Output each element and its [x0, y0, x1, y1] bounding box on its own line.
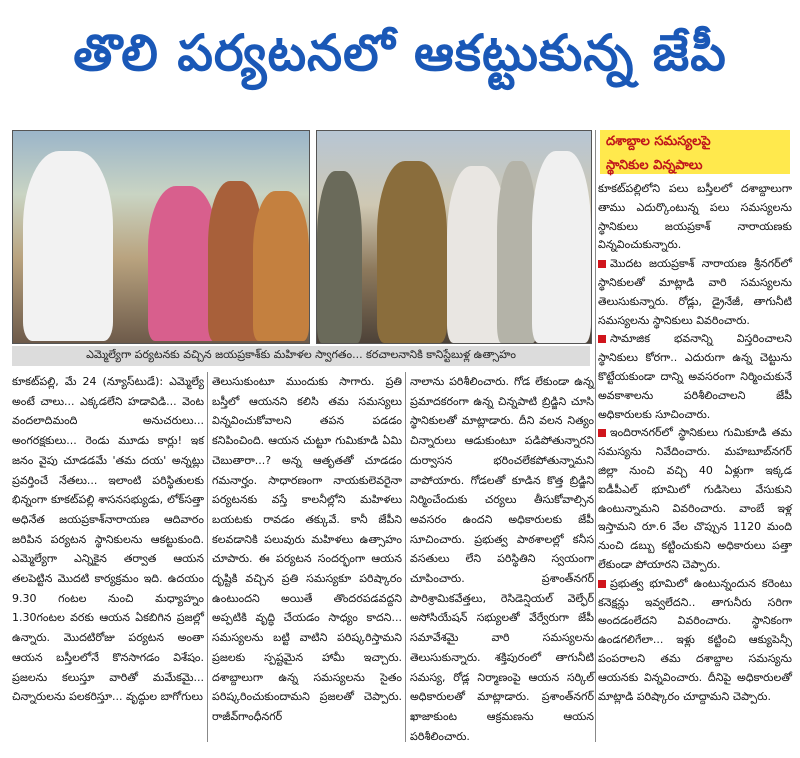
photo-figure — [532, 151, 591, 343]
bullet-icon — [598, 580, 606, 588]
bullet-icon — [598, 335, 606, 343]
column-divider — [207, 372, 208, 742]
sidebar-paragraph: సామాజిక భవనాన్ని విస్తరించాలని స్థానికులు కోరగా.. ఎదురుగా ఉన్న చెట్టును కొట్టేయకుండా దాన్ని అవసరంగా నిర్మించుకునే అవకాశాలను పరిశీలించాలని జేపీ అధికారులకు సూచించారు. — [598, 332, 792, 421]
photo-figure — [497, 161, 537, 343]
column-divider — [405, 372, 406, 742]
photo-figure — [317, 171, 362, 343]
photo-figure — [23, 151, 113, 341]
photo-figure — [377, 161, 447, 343]
photo-caption: ఎమ్మెల్యేగా పర్యటనకు వచ్చిన జయప్రకాశ్‌కు మహిళల స్వాగతం... కరచాలనానికి కానిస్టేబుళ్ల ఉత్సాహం — [12, 346, 590, 366]
photo-figure — [253, 191, 309, 341]
sidebar-paragraph: మొదట జయప్రకాశ్ నారాయణ శ్రీనగర్‌లో స్థానికులతో మాట్లాడి వారి సమస్యలను తెలుసుకున్నారు. రోడ్లు, డ్రైనేజీ, తాగునీటి సమస్యలను స్థానికులు వివరించారు. — [598, 257, 792, 327]
sidebar-paragraph: ప్రభుత్వ భూమిలో ఉంటున్నందున కరెంటు కనెక్షన్లు ఇవ్వలేదని.. తాగునీరు సరిగా అందడంలేదని వివరించారు. స్థానికంగా ఉండగలిగేలా... ఇళ్లు కట్టించి ఆక్యుపెన్సీ పంపరాలని తమ దశాబ్దాల సమస్యను ఆయనకు విన్నవించారు. దీనిపై అధికారులతో మాట్లాడి పరిష్కారం చూద్దామని చెప్పారు. — [598, 576, 792, 703]
headline — [0, 0, 800, 118]
sidebar-title-line1: దశాబ్దాల సమస్యలపై — [606, 134, 711, 149]
article-column-3: నాలాను పరిశీలించారు. గోడ లేకుండా ఉన్న ప్రమాదకరంగా ఉన్న చిన్నపాటి బ్రిడ్జిని చూసి స్థానికులతో మాట్లాడారు. దీని వలన నిత్యం చిన్నారులు ఆడుకుంటూ పడిపోతున్నారని దుర్వాసన భరించలేకపోతున్నామని వాపోయారు. గోడలతో కూడిన కొత్త బ్రిడ్జిని నిర్మించేందుకు చర్యలు తీసుకోవాల్సిన అవసరం ఉందని అధికారులకు జేపీ సూచించారు. ప్రభుత్వ పాఠశాలల్లో కనీస వసతులు లేని పరిస్థితిని స్వయంగా చూపించారు. ప్రశాంత్‌నగర్ పారిశ్రామికవేత్తలు, రెసిడెన్షియల్ వెల్ఫేర్ అసోసియేషన్ సభ్యులతో వేర్వేరుగా జేపీ సమావేశమై వారి సమస్యలను తెలుసుకున్నారు. శక్తిపురంలో తాగునీటి సమస్య, రోడ్ల నిర్మాణంపై ఆయన సర్కిల్ అధికారులతో మాట్లాడారు. ప్రశాంత్‌నగర్ ఖాజాకుంట ఆక్రమణను ఆయన పరిశీలించారు. — [410, 375, 594, 743]
bullet-icon — [598, 429, 606, 437]
sidebar-paragraph: కూకట్‌పల్లిలోని పలు బస్తీలలో దశాబ్దాలుగా తాము ఎదుర్కొంటున్న పలు సమస్యలను స్థానికులు జయప్రకాశ్ నారాయణకు విన్నవించుకున్నారు. — [598, 182, 792, 252]
photo-constables-handshake — [316, 130, 592, 344]
sidebar-body — [598, 180, 792, 706]
bullet-icon — [598, 260, 606, 268]
sidebar-title-line2: స్థానికుల విన్నపాలు — [606, 158, 703, 173]
article-column-1: కూకట్‌పల్లి, మే 24 (న్యూస్‌టుడే): ఎమ్మెల్యే అంటే చాలు... ఎక్కడలేని హడావిడి... వెంట వందలాదిమంది అనుచరులు... అంగరక్షకులు... రెండు మూడు కార్లు! ఇక జనం వైపు చూడడమే 'తమ దయ' అన్నట్లు ప్రవర్తించే నేతలు... ఇలాంటి పరిస్థితులకు భిన్నంగా కూకట్‌పల్లి శాసనసభ్యుడు, లోక్‌సత్తా అధినేత జయప్రకాశ్‌నారాయణ ఆదివారం జరిపిన పర్యటన స్థానికులను ఆకట్టుకుంది. ఎమ్మెల్యేగా ఎన్నికైన తర్వాత ఆయన తలపెట్టిన మొదటి కార్యక్రమం ఇది. ఉదయం 9.30 గంటల నుంచి మధ్యాహ్నం 1.30గంటల వరకు ఆయన ఏకబిగిన ప్రజల్లో ఉన్నారు. మొదటిరోజు పర్యటన అంతా ఆయన బస్తీలలోనే కొనసాగడం విశేషం. ప్రజలను కలుస్తూ వారితో మమేకమై... చిన్నారులను పలకరిస్తూ... వృద్ధుల బాగోగులు — [12, 375, 204, 704]
sidebar-heading — [600, 130, 790, 174]
sidebar-paragraph: ఇందిరానగర్‌లో స్థానికులు గుమికూడి తమ సమస్యను నివేదించారు. మహబూబ్‌నగర్ జిల్లా నుంచి వచ్చి 40 ఏళ్లుగా ఇక్కడ ఐడీపీఎల్ భూమిలో గుడిసెలు వేసుకుని ఉంటున్నామని వివరించారు. వాంబే ఇళ్ల ఇస్తామని రూ.6 వేల చొప్పున 1120 మంది నుంచి డబ్బు కట్టించుకుని అధికారులు పత్తా లేకుండా పోయారని చెప్పారు. — [598, 426, 792, 571]
column-divider — [595, 130, 596, 742]
headline-text: తొలి పర్యటనలో ఆకట్టుకున్న జేపీ — [73, 23, 727, 82]
photo-women-welcome — [12, 130, 310, 344]
article-column-2: తెలుసుకుంటూ ముందుకు సాగారు. ప్రతి బస్తీలో ఆయనని కలిసి తమ సమస్యలు విన్నవించుకోవాలని తపన పడడం కనిపించింది. ఆయన చుట్టూ గుమికూడి ఏమి చెబుతారా...? అన్న ఆతృతతో చూడడం గమనార్హం. సాధారణంగా నాయకులెవరైనా పర్యటనకు వస్తే కాలనీల్లోని మహిళలు బయటకు రావడం తక్కువే. కానీ జేపీని కలవడానికి పలువురు మహిళలు ఉత్సాహం చూపారు. ఈ పర్యటన సందర్భంగా ఆయన దృష్టికి వచ్చిన ప్రతి సమస్యకూ పరిష్కారం ఉంటుందని అయితే తొందరపడవద్దని అప్పటికి వృద్ధి చేయడం సాధ్యం కాదని... సమస్యలను బట్టి వాటిని పరిష్కరిస్తామని ప్రజలకు స్పష్టమైన హామీ ఇచ్చారు. దశాబ్దాలుగా ఉన్న సమస్యలను సైతం పరిష్కరించుకుందామని ప్రజలతో చెప్పారు. రాజీవ్‌గాంధీనగర్ — [212, 375, 402, 723]
